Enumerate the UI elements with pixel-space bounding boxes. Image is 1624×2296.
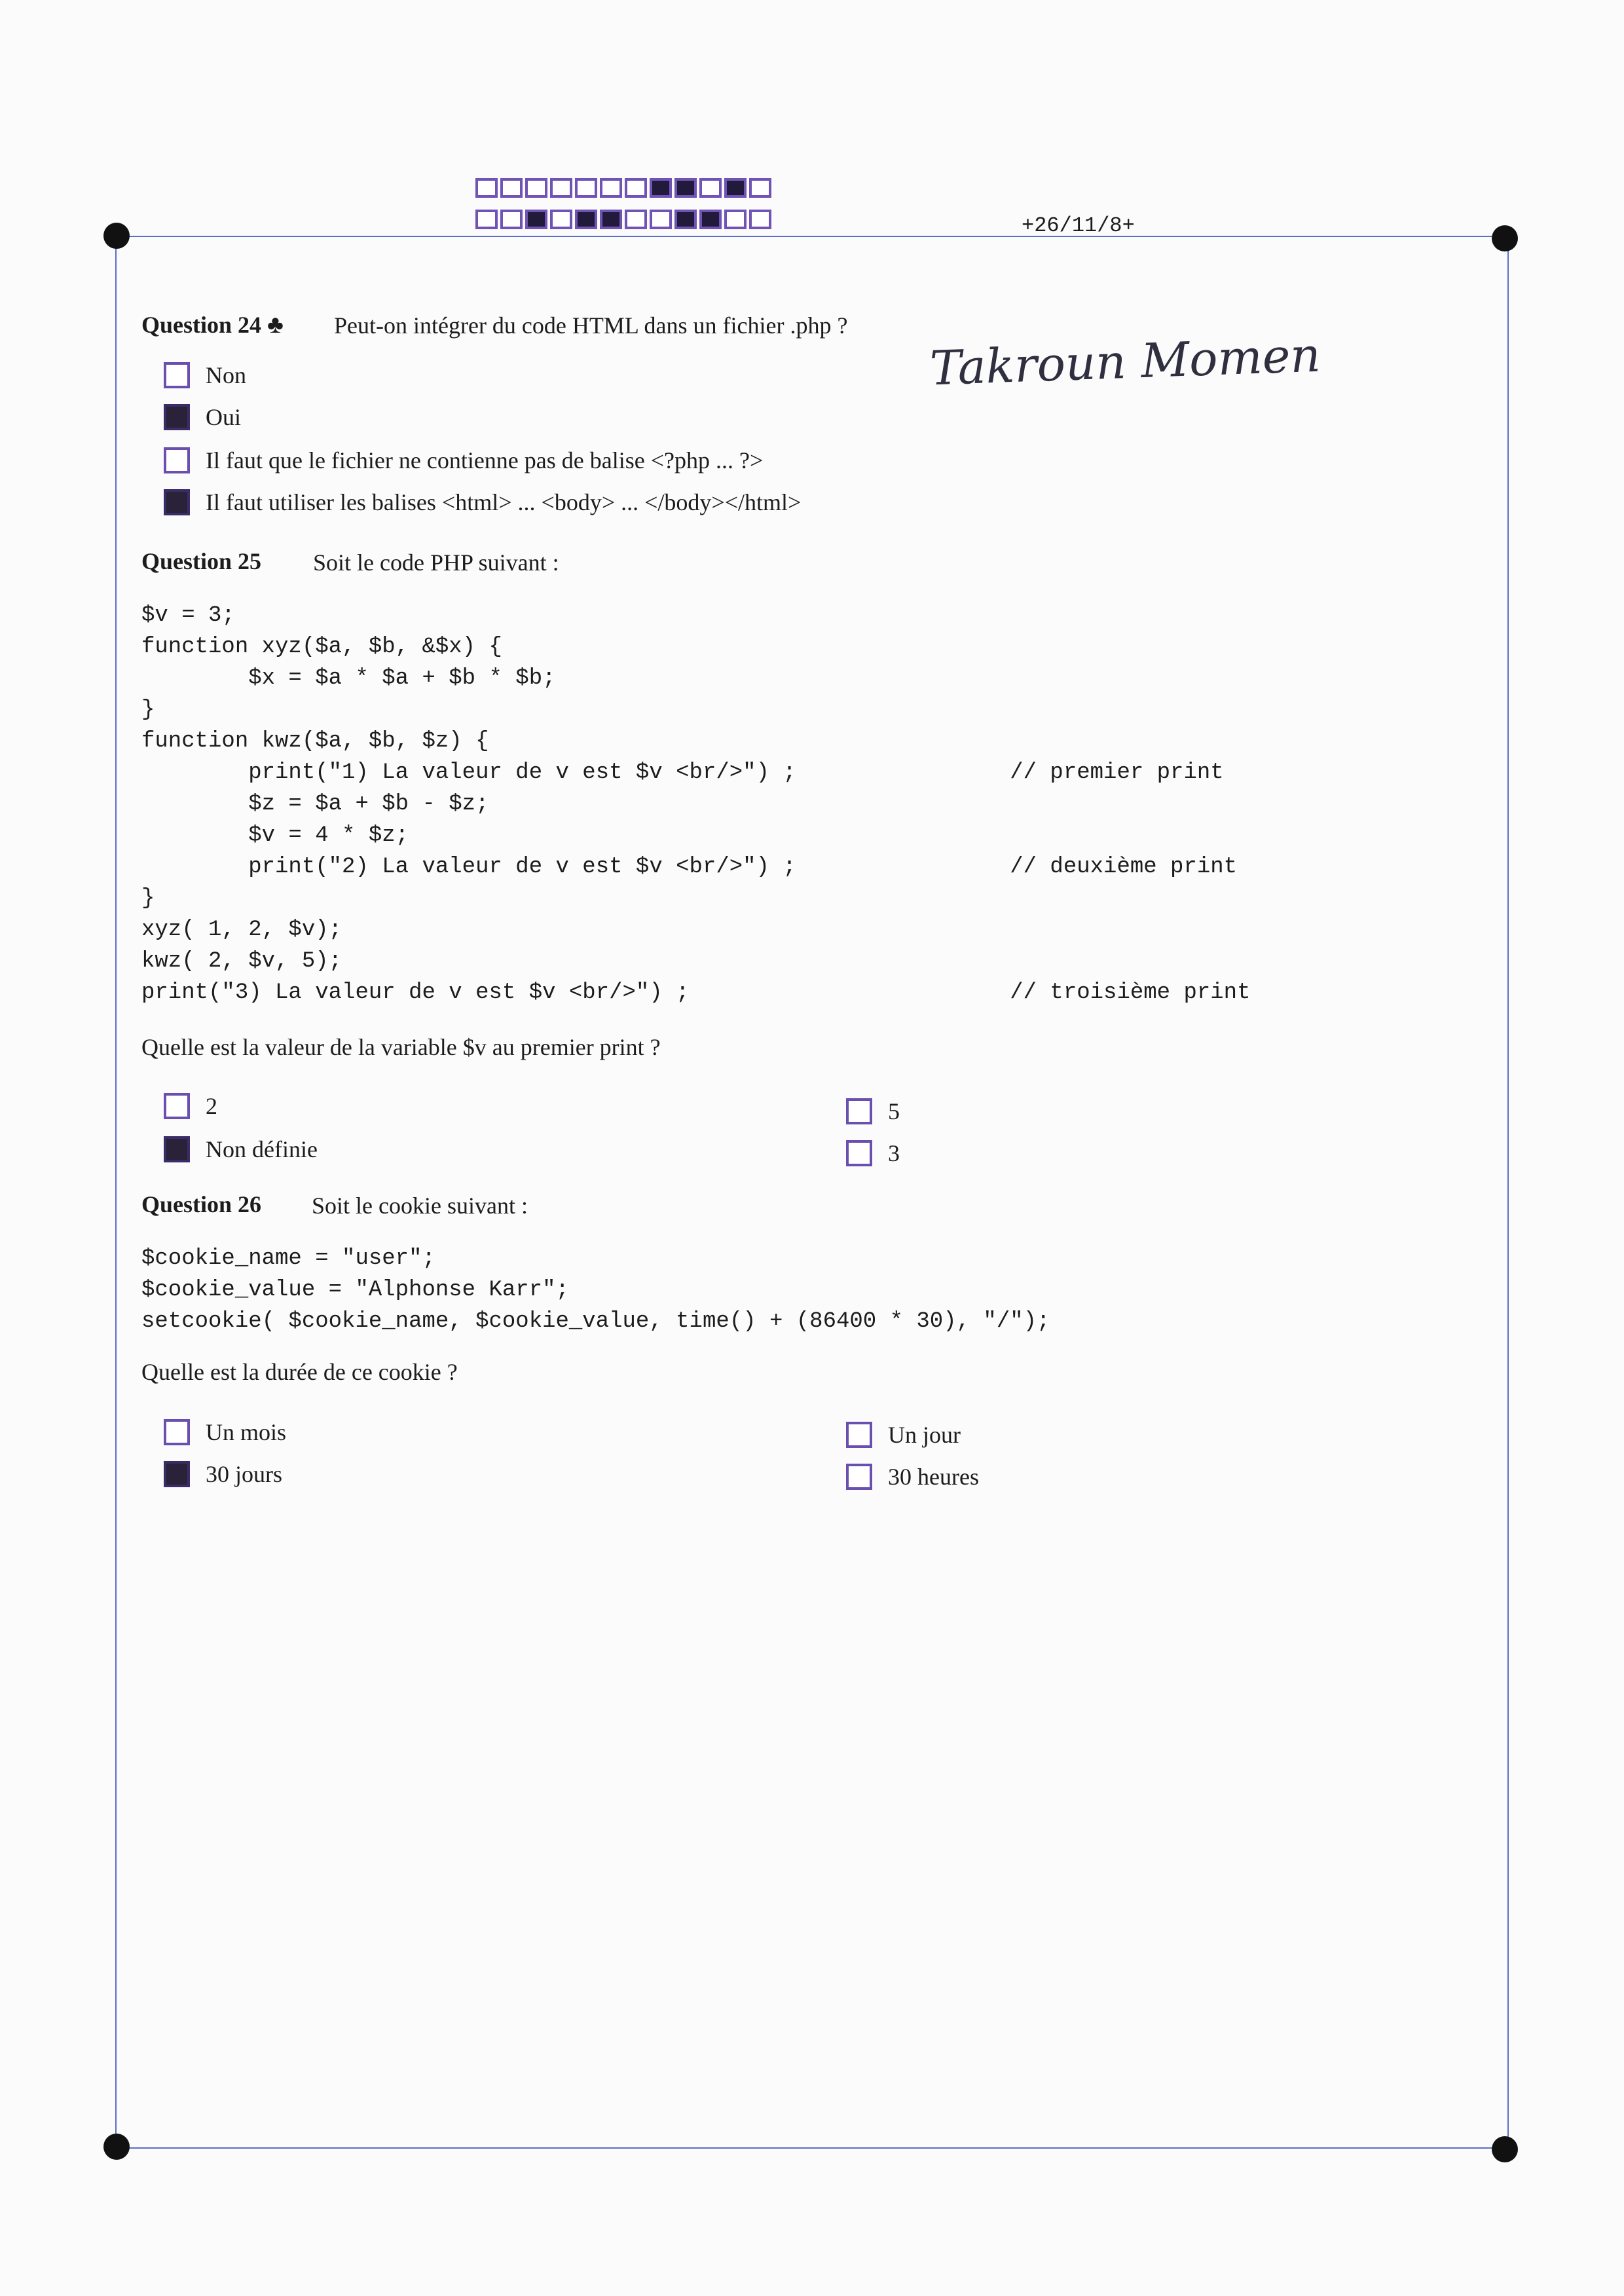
option-label: Il faut utiliser les balises <html> ... <body> ... </body></html> xyxy=(206,489,802,515)
question-25-text: Soit le code PHP suivant : xyxy=(313,549,559,576)
barcode-cell xyxy=(475,210,498,229)
option-label: Il faut que le fichier ne contienne pas de balise <?php ... ?> xyxy=(206,447,764,473)
barcode-cell xyxy=(699,178,722,198)
corner-mark-bottom-right xyxy=(1492,2136,1518,2162)
question-24-text: Peut-on intégrer du code HTML dans un fichier .php ? xyxy=(334,312,848,339)
checkbox[interactable] xyxy=(164,404,190,430)
option-label: 5 xyxy=(888,1098,900,1124)
q24-option-3[interactable] xyxy=(164,447,763,474)
barcode-cell xyxy=(500,178,523,198)
barcode-cell xyxy=(500,210,523,229)
barcode-cell xyxy=(600,210,622,229)
option-label: 2 xyxy=(206,1093,217,1119)
checkbox[interactable] xyxy=(164,447,190,473)
q25-option-3[interactable] xyxy=(846,1098,900,1125)
q25-option-1[interactable] xyxy=(164,1092,217,1120)
q26-option-1[interactable] xyxy=(164,1418,286,1446)
barcode-cell xyxy=(525,210,547,229)
corner-mark-bottom-left xyxy=(103,2134,130,2160)
q24-option-1[interactable] xyxy=(164,361,246,389)
checkbox[interactable] xyxy=(164,489,190,515)
barcode-cell xyxy=(749,178,771,198)
barcode-cell xyxy=(724,210,747,229)
barcode-cell xyxy=(550,178,572,198)
checkbox[interactable] xyxy=(164,1093,190,1119)
q25-option-2[interactable] xyxy=(164,1136,318,1163)
barcode-cell xyxy=(525,178,547,198)
checkbox[interactable] xyxy=(164,1419,190,1445)
option-label: 30 jours xyxy=(206,1461,282,1487)
question-26-prompt: Quelle est la durée de ce cookie ? xyxy=(141,1359,458,1385)
checkbox[interactable] xyxy=(164,362,190,388)
q24-option-4[interactable] xyxy=(164,489,801,516)
barcode-cell xyxy=(475,178,498,198)
barcode-cell xyxy=(699,210,722,229)
q26-option-2[interactable] xyxy=(164,1460,282,1488)
barcode-cell xyxy=(749,210,771,229)
club-icon: ♣ xyxy=(267,311,284,339)
checkbox[interactable] xyxy=(846,1098,872,1124)
option-label: 3 xyxy=(888,1140,900,1166)
option-label: Non définie xyxy=(206,1136,318,1162)
barcode-cell xyxy=(625,210,647,229)
barcode-row-2 xyxy=(475,210,774,229)
q24-option-2[interactable] xyxy=(164,403,241,431)
option-label: Non xyxy=(206,362,246,388)
barcode-row-1 xyxy=(475,178,774,198)
checkbox[interactable] xyxy=(846,1422,872,1448)
q25-code-block: $v = 3; function xyz($a, $b, &$x) { $x = $a * $a + $b * $b; } function kwz($a, $b, $z) { print("1) La valeur de v est $v <br/>") ; // premier print $z = $a + $b - $z; $v = 4 * $z; print("2) La valeur de v est $v <br/>") ; // deuxième print } xyz( 1, 2, $v); kwz( 2, $v, 5); print("3) La valeur de v est $v <br/>") ; // troisième print xyxy=(141,603,1251,1005)
checkbox[interactable] xyxy=(846,1140,872,1166)
q26-option-4[interactable] xyxy=(846,1463,979,1491)
barcode-cell xyxy=(650,210,672,229)
option-label: Un jour xyxy=(888,1422,961,1448)
q26-code-block: $cookie_name = "user"; $cookie_value = "Alphonse Karr"; setcookie( $cookie_name, $cookie_value, time() + (86400 * 30), "/"); xyxy=(141,1246,1050,1334)
corner-mark-top-left xyxy=(103,223,130,249)
checkbox[interactable] xyxy=(164,1136,190,1162)
barcode-cell xyxy=(600,178,622,198)
barcode-cell xyxy=(674,178,697,198)
barcode-cell xyxy=(550,210,572,229)
question-25-title: Question 25 xyxy=(141,548,262,574)
barcode-cell xyxy=(674,210,697,229)
option-label: Oui xyxy=(206,404,241,430)
page-id: +26/11/8+ xyxy=(1022,213,1135,238)
checkbox[interactable] xyxy=(164,1461,190,1487)
question-24-title: Question 24 ♣ xyxy=(141,311,284,339)
q26-option-3[interactable] xyxy=(846,1421,961,1449)
barcode-cell xyxy=(650,178,672,198)
option-label: 30 heures xyxy=(888,1464,979,1490)
handwritten-signature: Takroun Momen xyxy=(929,327,1322,396)
question-25-prompt: Quelle est la valeur de la variable $v au premier print ? xyxy=(141,1034,661,1060)
barcode-cell xyxy=(575,210,597,229)
q25-option-4[interactable] xyxy=(846,1139,900,1167)
option-label: Un mois xyxy=(206,1419,287,1445)
question-26-text: Soit le cookie suivant : xyxy=(312,1193,528,1219)
barcode-cell xyxy=(575,178,597,198)
barcode-cell xyxy=(724,178,747,198)
checkbox[interactable] xyxy=(846,1464,872,1490)
corner-mark-top-right xyxy=(1492,225,1518,251)
question-26-title: Question 26 xyxy=(141,1191,262,1217)
barcode-cell xyxy=(625,178,647,198)
